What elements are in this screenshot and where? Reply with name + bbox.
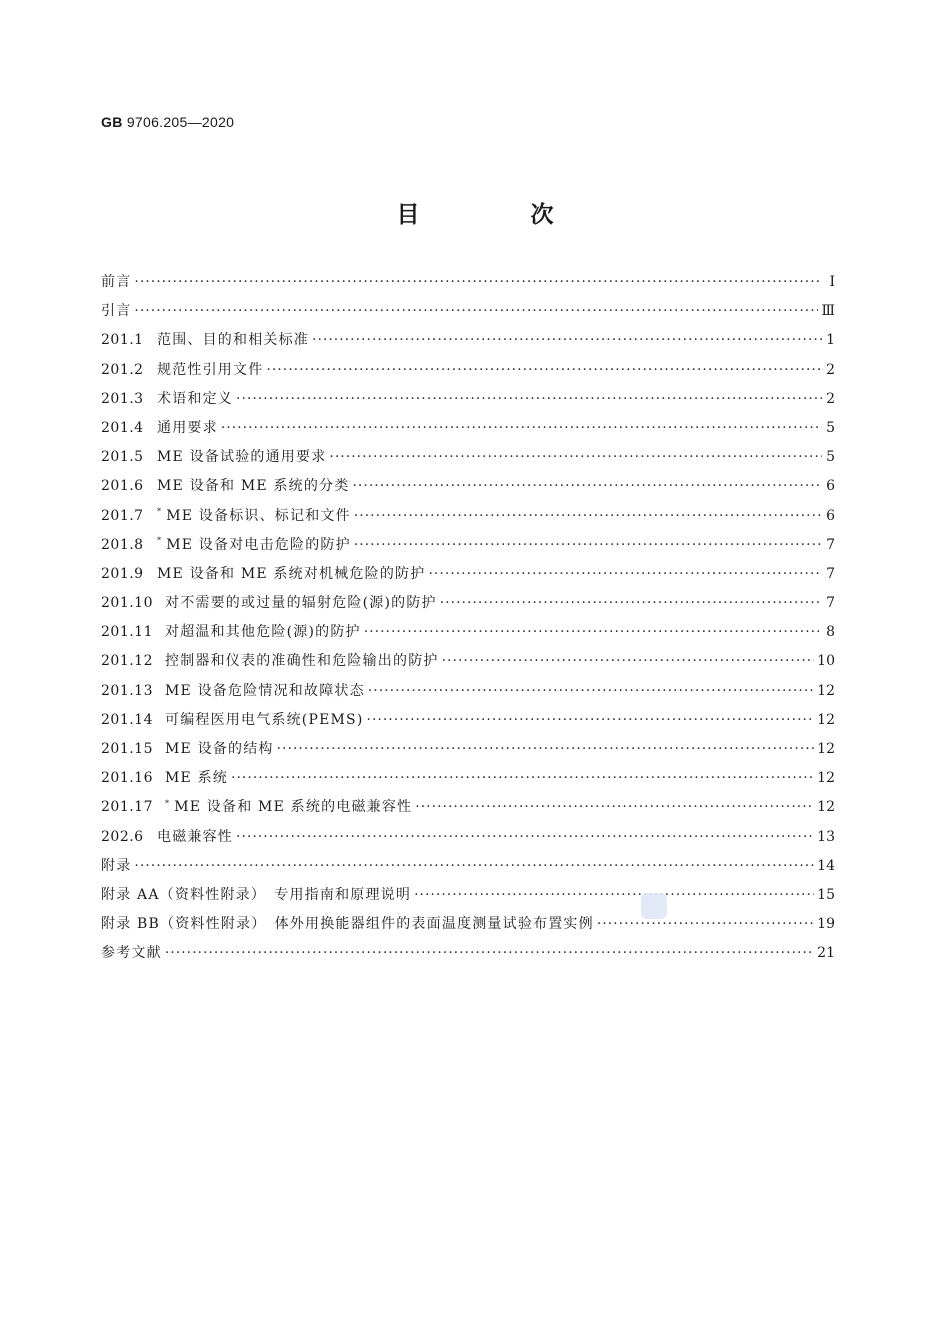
toc-entry-title-text: ME 设备的结构 bbox=[165, 741, 274, 757]
toc-entry[interactable] bbox=[101, 855, 835, 884]
toc-entry-title-text: 规范性引用文件 bbox=[157, 361, 264, 378]
toc-leader-dots bbox=[597, 916, 814, 932]
toc-entry-number: 201.12 bbox=[101, 653, 153, 670]
toc-entry-title bbox=[165, 796, 412, 816]
toc-entry[interactable] bbox=[101, 505, 835, 534]
toc-leader-dots bbox=[428, 566, 822, 582]
toc-entry-title bbox=[157, 388, 233, 408]
toc-entry-title bbox=[101, 942, 162, 962]
toc-entry-title-text: 附录 AA（资料性附录） 专用指南和原理说明 bbox=[101, 886, 412, 903]
toc-entry-number: 201.2 bbox=[101, 361, 144, 378]
toc-entry-title-text: ME 设备对电击危险的防护 bbox=[166, 536, 351, 553]
toc-entry-title-text: 通用要求 bbox=[157, 419, 218, 436]
toc-entry[interactable] bbox=[101, 475, 835, 504]
toc-entry[interactable] bbox=[101, 534, 835, 563]
toc-entry[interactable] bbox=[101, 709, 835, 738]
standard-number: 9706.205—2020 bbox=[126, 114, 235, 130]
toc-entry[interactable] bbox=[101, 884, 835, 913]
toc-entry-title bbox=[157, 417, 218, 437]
toc-entry-page: 12 bbox=[817, 741, 835, 757]
toc-entry-title-text: 术语和定义 bbox=[157, 390, 233, 407]
toc-leader-dots bbox=[277, 741, 815, 757]
toc-entry-number: 201.7 bbox=[101, 507, 144, 524]
toc-leader-dots bbox=[367, 712, 815, 728]
toc-entry-title-text: ME 设备和 ME 系统的电磁兼容性 bbox=[174, 799, 413, 816]
toc-entry[interactable] bbox=[101, 388, 835, 417]
asterisk-marker: * bbox=[157, 536, 163, 546]
toc-entry-number: 201.9 bbox=[101, 565, 144, 582]
toc-leader-dots bbox=[134, 303, 818, 319]
toc-entry-page: 13 bbox=[817, 828, 835, 845]
toc-entry-title-text: ME 设备和 ME 系统对机械危险的防护 bbox=[157, 565, 426, 582]
toc-leader-dots bbox=[266, 362, 822, 378]
toc-entry-page: 19 bbox=[817, 916, 835, 933]
toc-leader-dots bbox=[442, 653, 815, 669]
toc-entry[interactable] bbox=[101, 359, 835, 388]
toc-entry-title-text: 可编程医用电气系统(PEMS) bbox=[165, 711, 364, 728]
toc-leader-dots bbox=[134, 274, 822, 290]
toc-leader-dots bbox=[221, 420, 822, 436]
toc-entry-title-text: ME 系统 bbox=[165, 770, 229, 787]
toc-entry-title bbox=[157, 534, 351, 554]
toc-entry-title bbox=[165, 767, 228, 787]
toc-entry-title bbox=[157, 359, 263, 379]
toc-entry-title-text: ME 设备试验的通用要求 bbox=[157, 449, 327, 466]
toc-entry-title bbox=[101, 300, 131, 320]
toc-entry-title-text: 附录 BB（资料性附录） 体外用换能器组件的表面温度测量试验布置实例 bbox=[101, 916, 594, 933]
toc-entry-title bbox=[157, 329, 309, 349]
toc-entry[interactable] bbox=[101, 942, 835, 971]
toc-entry-number: 201.16 bbox=[101, 770, 153, 787]
toc-entry-page: 14 bbox=[817, 857, 835, 874]
toc-entry-page: 12 bbox=[817, 711, 835, 728]
toc-entry-page: Ⅰ bbox=[829, 274, 835, 290]
toc-entry-title-text: ME 设备和 ME 系统的分类 bbox=[157, 478, 350, 495]
toc-leader-dots bbox=[231, 770, 814, 786]
toc-leader-dots bbox=[312, 332, 822, 348]
toc-leader-dots bbox=[354, 537, 822, 553]
toc-entry-title bbox=[101, 855, 131, 875]
toc-entry-title bbox=[157, 475, 349, 495]
toc-entry[interactable] bbox=[101, 767, 835, 796]
toc-entry-title bbox=[165, 709, 364, 729]
toc-entry-page: 8 bbox=[826, 624, 835, 641]
toc-entry-title-text: 控制器和仪表的准确性和危险输出的防护 bbox=[165, 653, 439, 670]
toc-entry[interactable] bbox=[101, 738, 835, 767]
toc-entry-number: 201.4 bbox=[101, 419, 144, 436]
toc-entry-title-text: 范围、目的和相关标准 bbox=[157, 332, 309, 349]
toc-entry-number: 201.1 bbox=[101, 332, 144, 349]
watermark-icon bbox=[641, 893, 667, 919]
page-title: 目 次 bbox=[396, 202, 598, 228]
toc-leader-dots bbox=[165, 945, 814, 961]
toc-leader-dots bbox=[364, 624, 822, 640]
toc-entry-title bbox=[101, 884, 411, 904]
toc-entry-title-text: 对不需要的或过量的辐射危险(源)的防护 bbox=[165, 595, 437, 612]
toc-leader-dots bbox=[368, 683, 814, 699]
toc-leader-dots bbox=[134, 858, 814, 874]
toc-entry-number: 201.17 bbox=[101, 799, 153, 816]
toc-entry-number: 201.6 bbox=[101, 478, 144, 495]
toc-entry-title bbox=[165, 738, 274, 758]
toc-entry-title bbox=[165, 650, 439, 670]
toc-entry-page: 21 bbox=[817, 945, 835, 962]
toc-entry[interactable] bbox=[101, 446, 835, 475]
toc-leader-dots bbox=[352, 478, 822, 494]
toc-entry[interactable] bbox=[101, 796, 835, 825]
toc-leader-dots bbox=[236, 829, 814, 845]
toc-entry-page: 2 bbox=[826, 390, 835, 407]
toc-entry-number: 201.11 bbox=[101, 624, 153, 641]
asterisk-marker: * bbox=[157, 506, 163, 516]
toc-entry-title bbox=[101, 913, 594, 933]
toc-entry-page: 12 bbox=[817, 799, 835, 816]
toc-entry-title bbox=[165, 592, 437, 612]
toc-entry-page: 12 bbox=[817, 770, 835, 787]
toc-entry-title bbox=[101, 271, 131, 291]
toc-entry-title-text: ME 设备危险情况和故障状态 bbox=[165, 682, 365, 699]
toc-entry-title bbox=[157, 563, 425, 583]
toc-leader-dots bbox=[415, 799, 814, 815]
toc-entry-page: 7 bbox=[826, 595, 835, 612]
toc-entry-title-text: 附录 bbox=[101, 857, 132, 874]
toc-entry-page: 1 bbox=[826, 332, 835, 349]
table-of-contents bbox=[101, 271, 835, 972]
toc-entry-title-text: ME 设备标识、标记和文件 bbox=[166, 507, 351, 524]
toc-entry-title bbox=[157, 446, 326, 466]
toc-entry-title bbox=[165, 621, 361, 641]
toc-entry-page: Ⅲ bbox=[821, 303, 835, 320]
toc-entry-number: 201.10 bbox=[101, 595, 153, 612]
toc-entry-page: 2 bbox=[826, 361, 835, 378]
toc-entry[interactable] bbox=[101, 650, 835, 679]
toc-entry[interactable] bbox=[101, 329, 835, 358]
toc-entry-page: 6 bbox=[826, 507, 835, 524]
toc-entry-number: 201.14 bbox=[101, 711, 153, 728]
toc-entry[interactable] bbox=[101, 621, 835, 650]
standard-code bbox=[101, 114, 234, 130]
toc-leader-dots bbox=[236, 391, 822, 407]
asterisk-marker: * bbox=[165, 798, 171, 808]
toc-entry[interactable] bbox=[101, 680, 835, 709]
toc-entry[interactable] bbox=[101, 300, 835, 329]
toc-leader-dots bbox=[440, 595, 822, 611]
toc-leader-dots bbox=[329, 449, 822, 465]
toc-entry-page: 7 bbox=[826, 565, 835, 582]
toc-entry-page: 5 bbox=[826, 419, 835, 436]
toc-leader-dots bbox=[354, 508, 822, 524]
toc-entry-title-text: 前言 bbox=[101, 274, 132, 290]
toc-entry-page: 6 bbox=[826, 478, 835, 495]
toc-entry[interactable] bbox=[101, 271, 835, 300]
toc-entry-title bbox=[157, 505, 351, 525]
toc-entry-title bbox=[157, 826, 233, 846]
toc-entry-number: 201.8 bbox=[101, 536, 144, 553]
toc-entry-page: 5 bbox=[826, 449, 835, 466]
toc-entry-title-text: 电磁兼容性 bbox=[157, 828, 233, 845]
toc-entry-number: 201.5 bbox=[101, 449, 144, 466]
toc-entry-title bbox=[165, 680, 365, 700]
toc-entry-page: 10 bbox=[817, 653, 835, 670]
toc-entry-page: 12 bbox=[817, 682, 835, 699]
toc-entry-title-text: 参考文献 bbox=[101, 945, 162, 962]
toc-entry-page: 15 bbox=[817, 886, 835, 903]
toc-entry-title-text: 引言 bbox=[101, 303, 132, 320]
toc-entry[interactable] bbox=[101, 563, 835, 592]
toc-entry[interactable] bbox=[101, 417, 835, 446]
toc-entry[interactable] bbox=[101, 826, 835, 855]
toc-entry-number: 201.13 bbox=[101, 682, 153, 699]
toc-entry[interactable] bbox=[101, 913, 835, 942]
toc-entry-title-text: 对超温和其他危险(源)的防护 bbox=[165, 624, 361, 641]
standard-prefix: GB bbox=[101, 114, 123, 130]
toc-entry[interactable] bbox=[101, 592, 835, 621]
toc-entry-number: 201.15 bbox=[101, 741, 153, 757]
toc-entry-number: 202.6 bbox=[101, 828, 144, 845]
toc-entry-number: 201.3 bbox=[101, 390, 144, 407]
toc-leader-dots bbox=[414, 887, 814, 903]
toc-entry-page: 7 bbox=[826, 536, 835, 553]
